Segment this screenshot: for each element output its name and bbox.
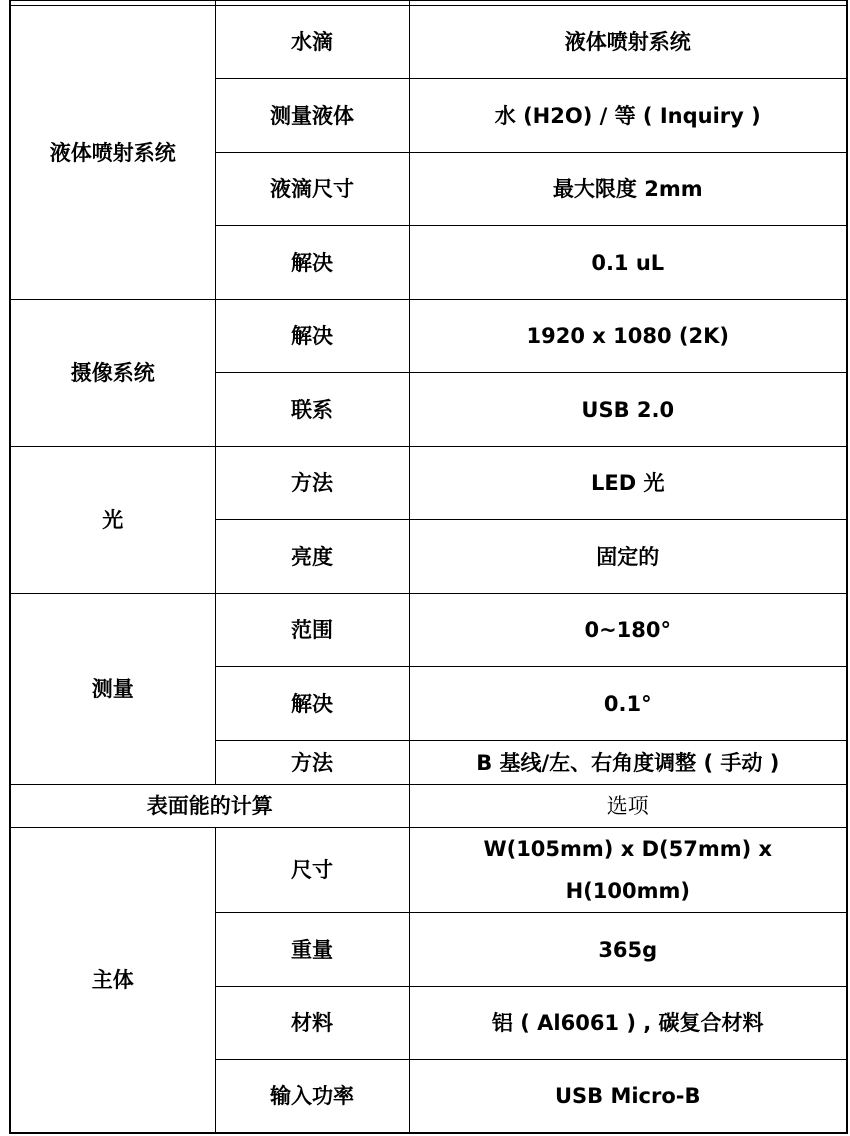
- label-cell: 水滴: [215, 6, 409, 79]
- table-row: [10, 594, 847, 667]
- label-cell: 输入功率: [215, 1060, 409, 1133]
- value-cell: 铝 ( Al6061 ) , 碳复合材料: [409, 987, 847, 1060]
- value-cell: USB 2.0: [409, 373, 847, 447]
- value-cell: LED 光: [409, 447, 847, 520]
- category-cell: 摄像系统: [10, 300, 215, 447]
- label-cell: 解决: [215, 667, 409, 741]
- label-cell: 方法: [215, 447, 409, 520]
- category-cell: 主体: [10, 828, 215, 1133]
- label-cell: 方法: [215, 741, 409, 785]
- label-cell: 测量液体: [215, 79, 409, 153]
- category-cell: 液体喷射系统: [10, 6, 215, 300]
- value-line: H(100mm): [565, 879, 690, 903]
- value-cell: B 基线/左、右角度调整 ( 手动 ): [409, 741, 847, 785]
- spec-sheet: [9, 0, 846, 1132]
- label-cell: 范围: [215, 594, 409, 667]
- label-cell: 联系: [215, 373, 409, 447]
- table-row: [10, 6, 847, 79]
- value-cell: [409, 79, 847, 153]
- value-cell: 0~180°: [409, 594, 847, 667]
- table-row: [10, 300, 847, 373]
- value-cell: 0.1°: [409, 667, 847, 741]
- value-cell: 固定的: [409, 520, 847, 594]
- value-text: 水 (H2O) / 等 ( Inquiry ): [494, 103, 761, 128]
- value-cell: 365g: [409, 913, 847, 987]
- value-cell: USB Micro-B: [409, 1060, 847, 1133]
- table-row: [10, 828, 847, 913]
- value-line: W(105mm) x D(57mm) x: [483, 837, 773, 861]
- value-cell: 液体喷射系统: [409, 6, 847, 79]
- label-cell: 尺寸: [215, 828, 409, 913]
- label-cell: 材料: [215, 987, 409, 1060]
- value-cell: 1920 x 1080 (2K): [409, 300, 847, 373]
- surface-energy-label: 表面能的计算: [10, 785, 409, 828]
- table-row: [10, 785, 847, 828]
- label-cell: 液滴尺寸: [215, 153, 409, 226]
- category-cell: 测量: [10, 594, 215, 785]
- surface-energy-value: 选项: [409, 785, 847, 828]
- label-cell: 亮度: [215, 520, 409, 594]
- spec-table: [9, 0, 848, 1134]
- category-cell: 光: [10, 447, 215, 594]
- label-cell: 解决: [215, 300, 409, 373]
- value-cell: [409, 828, 847, 913]
- value-cell: 最大限度 2mm: [409, 153, 847, 226]
- table-row: [10, 447, 847, 520]
- label-cell: 重量: [215, 913, 409, 987]
- value-cell: 0.1 uL: [409, 226, 847, 300]
- label-cell: 解决: [215, 226, 409, 300]
